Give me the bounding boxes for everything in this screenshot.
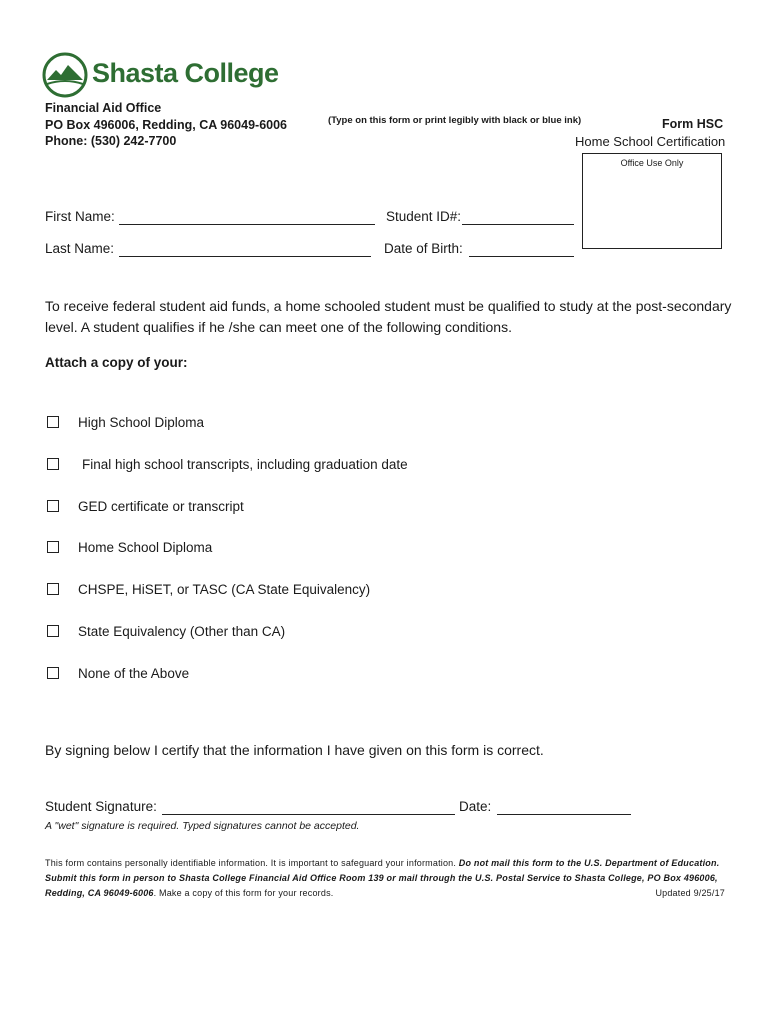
checkbox-chspe-hiset-tasc[interactable] xyxy=(47,583,59,595)
ink-instructions: (Type on this form or print legibly with black or blue ink) xyxy=(328,115,582,126)
form-id: Form HSC xyxy=(662,117,724,131)
option-label-home-school-diploma: Home School Diploma xyxy=(78,540,213,555)
signature-date-field[interactable] xyxy=(497,814,631,815)
checkbox-none-of-the-above[interactable] xyxy=(47,667,59,679)
signature-label: Student Signature: xyxy=(45,799,157,814)
attach-heading: Attach a copy of your: xyxy=(45,355,188,370)
option-label-high-school-diploma: High School Diploma xyxy=(78,415,205,430)
office-line-address: PO Box 496006, Redding, CA 96049-6006 xyxy=(45,117,288,132)
last-name-field[interactable] xyxy=(119,256,371,257)
office-line-name: Financial Aid Office xyxy=(45,101,162,115)
checkbox-high-school-diploma[interactable] xyxy=(47,416,59,428)
privacy-notice xyxy=(45,856,725,901)
checkbox-home-school-diploma[interactable] xyxy=(47,541,59,553)
copy-records-note: . Make a copy of this form for your records. xyxy=(153,888,334,898)
option-label-chspe-hiset-tasc: CHSPE, HiSET, or TASC (CA State Equivalency) xyxy=(78,582,371,597)
date-of-birth-field[interactable] xyxy=(469,256,574,257)
student-id-field[interactable] xyxy=(462,224,574,225)
office-line-phone: Phone: (530) 242-7700 xyxy=(45,134,177,148)
privacy-notice-intro: This form contains personally identifiable information. It is important to safeguard your information. xyxy=(45,858,459,868)
student-id-label: Student ID#: xyxy=(386,209,462,224)
first-name-field[interactable] xyxy=(119,224,375,225)
option-label-ged: GED certificate or transcript xyxy=(78,499,244,514)
first-name-label: First Name: xyxy=(45,209,115,224)
signature-date-label: Date: xyxy=(459,799,492,814)
checkbox-final-transcripts[interactable] xyxy=(47,458,59,470)
date-of-birth-label: Date of Birth: xyxy=(384,241,463,256)
mountain-seal-icon xyxy=(42,52,88,98)
checkbox-state-equivalency[interactable] xyxy=(47,625,59,637)
updated-date: Updated 9/25/17 xyxy=(655,888,725,898)
signature-note: A "wet" signature is required. Typed signatures cannot be accepted. xyxy=(45,820,360,832)
last-name-label: Last Name: xyxy=(45,241,115,256)
option-label-none-of-the-above: None of the Above xyxy=(78,666,190,681)
signature-field[interactable] xyxy=(162,814,455,815)
form-title: Home School Certification xyxy=(575,134,726,149)
option-label-state-equivalency: State Equivalency (Other than CA) xyxy=(78,624,286,639)
certification-statement: By signing below I certify that the information I have given on this form is correct. xyxy=(45,742,544,758)
eligibility-intro: To receive federal student aid funds, a home schooled student must be qualified to study at the post-secondary level. A student qualifies if he /she can meet one of the following conditions. xyxy=(45,298,732,335)
option-label-final-transcripts: Final high school transcripts, including graduation date xyxy=(82,457,408,472)
office-use-box xyxy=(582,153,722,249)
logo-wordmark: Shasta College xyxy=(92,58,279,88)
mailing-instructions: Do not mail this form to the U.S. Department of Education. Submit this form in person to Shasta College Financial Aid Office Room 139 or mail through the U.S. Postal Service to Shasta College, PO Box 496006, Redding, CA 96049-6006 xyxy=(45,858,720,898)
shasta-college-logo xyxy=(42,52,282,98)
office-address xyxy=(45,100,287,150)
checkbox-ged[interactable] xyxy=(47,500,59,512)
office-use-label: Office Use Only xyxy=(620,158,684,168)
